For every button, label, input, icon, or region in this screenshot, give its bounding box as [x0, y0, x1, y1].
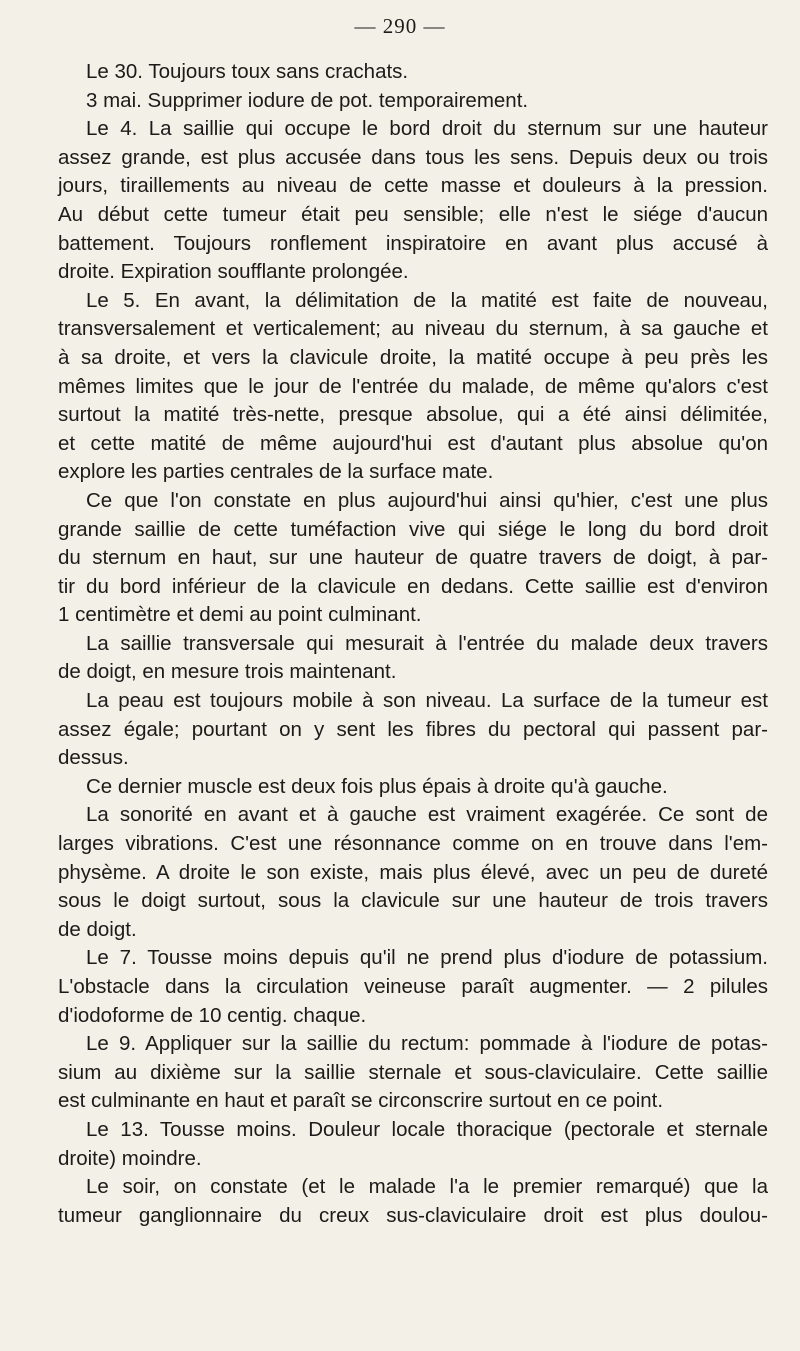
text-line: L'obstacle dans la circulation veineuse paraît augmenter. — 2 pilules	[58, 975, 768, 998]
text-line: droite) moindre.	[58, 1146, 202, 1170]
text-line: Le 30. Toujours toux sans crachats.	[86, 60, 409, 83]
text-line: larges vibrations. C'est une résonnance comme on en trouve dans l'em-	[58, 832, 768, 856]
text-line: d'iodoforme de 10 centig. chaque.	[58, 1003, 367, 1027]
text-line: grande saillie de cette tuméfaction vive qui siége le long du bord droit	[58, 517, 768, 541]
text-line: droite. Expiration soufflante prolongée.	[58, 260, 409, 284]
text-line: Le 7. Tousse moins depuis qu'il ne prend plus d'iodure de potassium.	[86, 946, 768, 970]
text-line: mêmes limites que le jour de l'entrée du malade, de même qu'alors c'est	[58, 374, 768, 398]
body-text	[58, 58, 768, 1230]
text-line: et cette matité de même aujourd'hui est d'autant plus absolue qu'on	[58, 431, 768, 455]
text-line: surtout la matité très-nette, presque absolue, qui a été ainsi délimitée,	[58, 403, 768, 427]
text-line: La saillie transversale qui mesurait à l'entrée du malade deux travers	[86, 631, 768, 655]
text-line: sous le doigt surtout, sous la clavicule sur une hauteur de trois travers	[58, 889, 768, 913]
text-line: Ce que l'on constate en plus aujourd'hui ainsi qu'hier, c'est une plus	[86, 488, 768, 512]
text-line: Le 5. En avant, la délimitation de la matité est faite de nouveau,	[86, 288, 768, 312]
text-line: assez égale; pourtant on y sent les fibres du pectoral qui passent par-	[58, 717, 768, 741]
text-line: Le 9. Appliquer sur la saillie du rectum: pommade à l'iodure de potas-	[86, 1032, 768, 1056]
text-line: Ce dernier muscle est deux fois plus épais à droite qu'à gauche.	[86, 774, 668, 798]
text-line: battement. Toujours ronflement inspiratoire en avant plus accusé à	[58, 231, 768, 255]
text-line: tir du bord inférieur de la clavicule en dedans. Cette saillie est d'environ	[58, 574, 768, 598]
text-line: La sonorité en avant et à gauche est vraiment exagérée. Ce sont de	[86, 803, 768, 827]
text-line: physème. A droite le son existe, mais plus élevé, avec un peu de dureté	[58, 860, 768, 884]
text-line: La peau est toujours mobile à son niveau. La surface de la tumeur est	[86, 689, 768, 713]
text-line: dessus.	[58, 746, 129, 770]
text-line: explore les parties centrales de la surface mate.	[58, 460, 494, 484]
text-line: transversalement et verticalement; au niveau du sternum, à sa gauche et	[58, 317, 768, 341]
text-line: sium au dixième sur la saillie sternale et sous-claviculaire. Cette saillie	[58, 1060, 768, 1084]
text-line: 3 mai. Supprimer iodure de pot. temporairement.	[86, 88, 529, 112]
text-line: tumeur ganglionnaire du creux sus-claviculaire droit est plus doulou-	[58, 1203, 768, 1227]
text-line: Le soir, on constate (et le malade l'a le premier remarqué) que la	[86, 1175, 768, 1199]
text-line: Le 13. Tousse moins. Douleur locale thoracique (pectorale et sternale	[86, 1117, 768, 1141]
text-line: Au début cette tumeur était peu sensible; elle n'est le siége d'aucun	[58, 202, 768, 226]
text-line: jours, tiraillements au niveau de cette masse et douleurs à la pression.	[58, 174, 768, 198]
text-line: Le 4. La saillie qui occupe le bord droit du sternum sur une hauteur	[86, 117, 768, 141]
text-line: assez grande, est plus accusée dans tous les sens. Depuis deux ou trois	[58, 145, 768, 169]
text-line: 1 centimètre et demi au point culminant.	[58, 603, 422, 627]
text-line: de doigt, en mesure trois maintenant.	[58, 660, 397, 684]
page-number: — 290 —	[354, 14, 446, 38]
text-line: de doigt.	[58, 917, 137, 941]
text-line: est culminante en haut et paraît se circonscrire surtout en ce point.	[58, 1089, 664, 1113]
text-line: du sternum en haut, sur une hauteur de quatre travers de doigt, à par-	[58, 546, 768, 570]
text-line: à sa droite, et vers la clavicule droite, la matité occupe à peu près les	[58, 345, 768, 369]
